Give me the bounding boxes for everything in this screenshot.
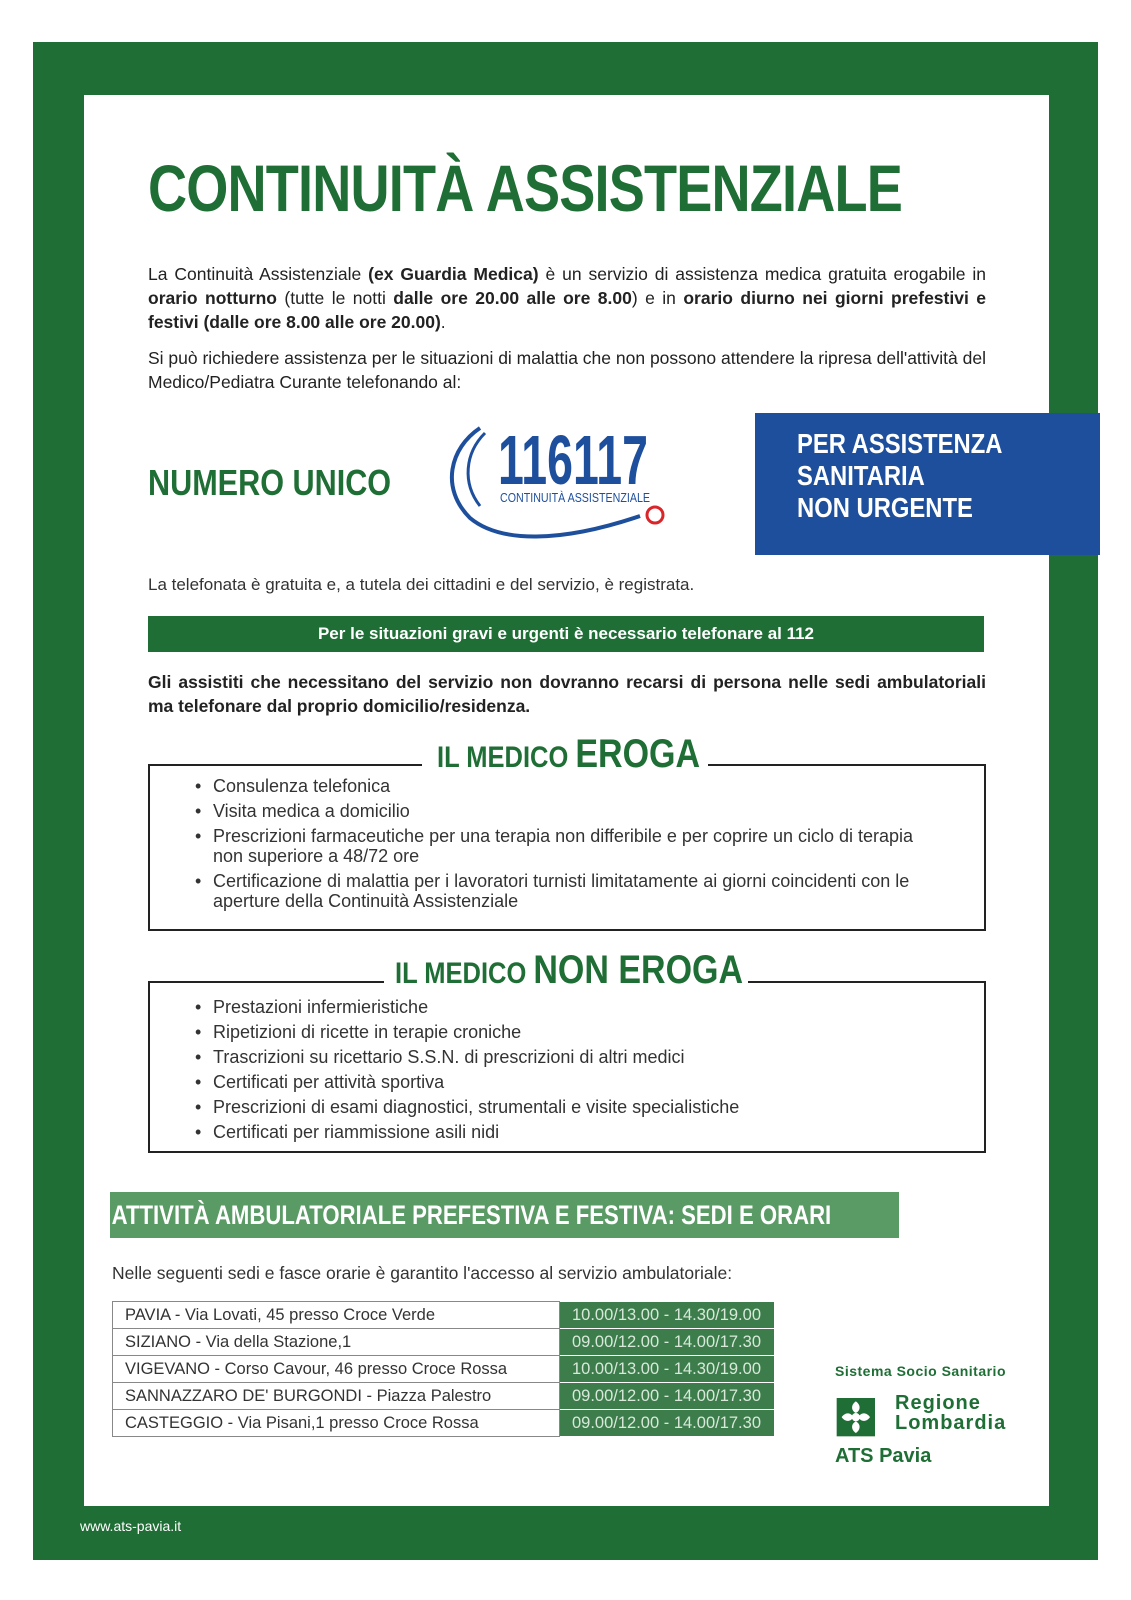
- intro-segment: .: [440, 312, 446, 332]
- table-row: [113, 1383, 775, 1410]
- page-title: CONTINUITÀ ASSISTENZIALE: [148, 151, 903, 225]
- non-eroga-rule-right: [748, 981, 984, 983]
- list-item: • Visita medica a domicilio: [193, 801, 933, 821]
- sede-location: VIGEVANO - Corso Cavour, 46 presso Croce Rossa: [113, 1356, 560, 1383]
- list-item: • Ripetizioni di ricette in terapie croniche: [193, 1022, 933, 1042]
- eroga-rule-left: [148, 764, 422, 766]
- list-item: • Prestazioni infermieristiche: [193, 997, 933, 1017]
- table-row: [113, 1410, 775, 1437]
- eroga-rule-right: [708, 764, 984, 766]
- sede-hours: 09.00/12.00 - 14.00/17.30: [560, 1329, 775, 1356]
- non-eroga-heading: [395, 948, 743, 993]
- non-eroga-heading-big: NON EROGA: [533, 948, 744, 992]
- logo-region-line-1: Regione: [895, 1392, 981, 1414]
- intro-segment: dalle ore 20.00 alle ore 8.00: [393, 288, 632, 308]
- intro-segment: (tutte le notti: [276, 288, 394, 308]
- list-item: • Trascrizioni su ricettario S.S.N. di prescrizioni di altri medici: [193, 1047, 933, 1067]
- list-item: • Certificati per attività sportiva: [193, 1072, 933, 1092]
- intro-paragraph: [148, 262, 986, 334]
- intro-segment: orario diurno nei giorni prefestivi e festivi (dalle ore 8.00 alle ore 20.00): [148, 288, 986, 332]
- eroga-heading-small: IL MEDICO: [437, 741, 576, 774]
- logo-region-line-2: Lombardia: [895, 1412, 1007, 1434]
- list-item: • Prescrizioni di esami diagnostici, strumentali e visite specialistiche: [193, 1097, 933, 1117]
- non-eroga-heading-small: IL MEDICO: [395, 957, 534, 990]
- sede-hours: 10.00/13.00 - 14.30/19.00: [560, 1356, 775, 1383]
- phone-number-logo: [440, 418, 690, 548]
- ats-logo: [835, 1363, 1007, 1467]
- list-item: • Certificazione di malattia per i lavoratori turnisti limitatamente ai giorni coincidenti con le aperture della Continuità Assistenziale: [193, 871, 933, 911]
- eroga-heading-big: EROGA: [575, 732, 701, 776]
- phone-dot-icon: [647, 507, 663, 523]
- list-item: • Prescrizioni farmaceutiche per una terapia non differibile e per coprire un ciclo di terapia non superiore a 48/72 ore: [193, 826, 933, 866]
- intro-segment: ) e in: [631, 288, 684, 308]
- urgent-bar: Per le situazioni gravi e urgenti è necessario telefonare al 112: [148, 616, 984, 652]
- non-urgent-line-2: SANITARIA: [797, 460, 925, 491]
- footer-url[interactable]: www.ats-pavia.it: [80, 1518, 182, 1534]
- call-note: La telefonata è gratuita e, a tutela dei cittadini e del servizio, è registrata.: [148, 575, 695, 594]
- phone-handset-inner-icon: [468, 433, 485, 506]
- non-urgent-line-3: NON URGENTE: [797, 492, 973, 523]
- logo-system-text: Sistema Socio Sanitario: [835, 1363, 1006, 1379]
- attivita-heading: ATTIVITÀ AMBULATORIALE PREFESTIVA E FESTIVA: SEDI E ORARI: [111, 1200, 832, 1230]
- non-urgent-line-1: PER ASSISTENZA: [797, 428, 1003, 459]
- sede-hours: 09.00/12.00 - 14.00/17.30: [560, 1410, 775, 1437]
- eroga-heading: [437, 732, 700, 777]
- sede-location: CASTEGGIO - Via Pisani,1 presso Croce Rossa: [113, 1410, 560, 1437]
- logo-region-text: [895, 1393, 1006, 1433]
- table-row: [113, 1356, 775, 1383]
- numero-unico-label: NUMERO UNICO: [148, 462, 392, 503]
- sede-location: SIZIANO - Via della Stazione,1: [113, 1329, 560, 1356]
- eroga-list: [193, 776, 933, 916]
- list-item: • Consulenza telefonica: [193, 776, 933, 796]
- sede-location: SANNAZZARO DE' BURGONDI - Piazza Palestro: [113, 1383, 560, 1410]
- intro-segment: è un servizio di assistenza medica gratuita erogabile in: [538, 264, 986, 284]
- sede-location: PAVIA - Via Lovati, 45 presso Croce Verde: [113, 1302, 560, 1329]
- logo-ats-text: ATS Pavia: [835, 1445, 932, 1467]
- list-item: • Certificati per riammissione asili nidi: [193, 1122, 933, 1142]
- intro-segment: (ex Guardia Medica): [368, 264, 539, 284]
- non-eroga-list: [193, 997, 933, 1147]
- table-row: [113, 1302, 775, 1329]
- sedi-intro: Nelle seguenti sedi e fasce orarie è garantito l'accesso al servizio ambulatoriale:: [112, 1263, 733, 1283]
- sede-hours: 10.00/13.00 - 14.30/19.00: [560, 1302, 775, 1329]
- intro-segment: La Continuità Assistenziale: [148, 264, 369, 284]
- table-row: [113, 1329, 775, 1356]
- intro-segment: orario notturno: [148, 288, 277, 308]
- sede-hours: 09.00/12.00 - 14.00/17.30: [560, 1383, 775, 1410]
- home-note: Gli assistiti che necessitano del servizio non dovranno recarsi di persona nelle sedi ambulatoriali ma telefonare dal proprio domicilio/residenza.: [148, 672, 986, 716]
- request-paragraph: Si può richiedere assistenza per le situazioni di malattia che non possono attendere la ripresa dell'attività del Medico/Pediatra Curante telefonando al:: [148, 348, 986, 392]
- phone-caption: CONTINUITÀ ASSISTENZIALE: [500, 490, 651, 505]
- regione-lombardia-rose-icon: [835, 1393, 885, 1443]
- attivita-heading-bar: [110, 1192, 899, 1238]
- phone-number: 116117: [498, 421, 648, 499]
- non-urgent-box: [755, 413, 1100, 555]
- non-eroga-rule-left: [148, 981, 384, 983]
- sedi-table: [112, 1301, 775, 1437]
